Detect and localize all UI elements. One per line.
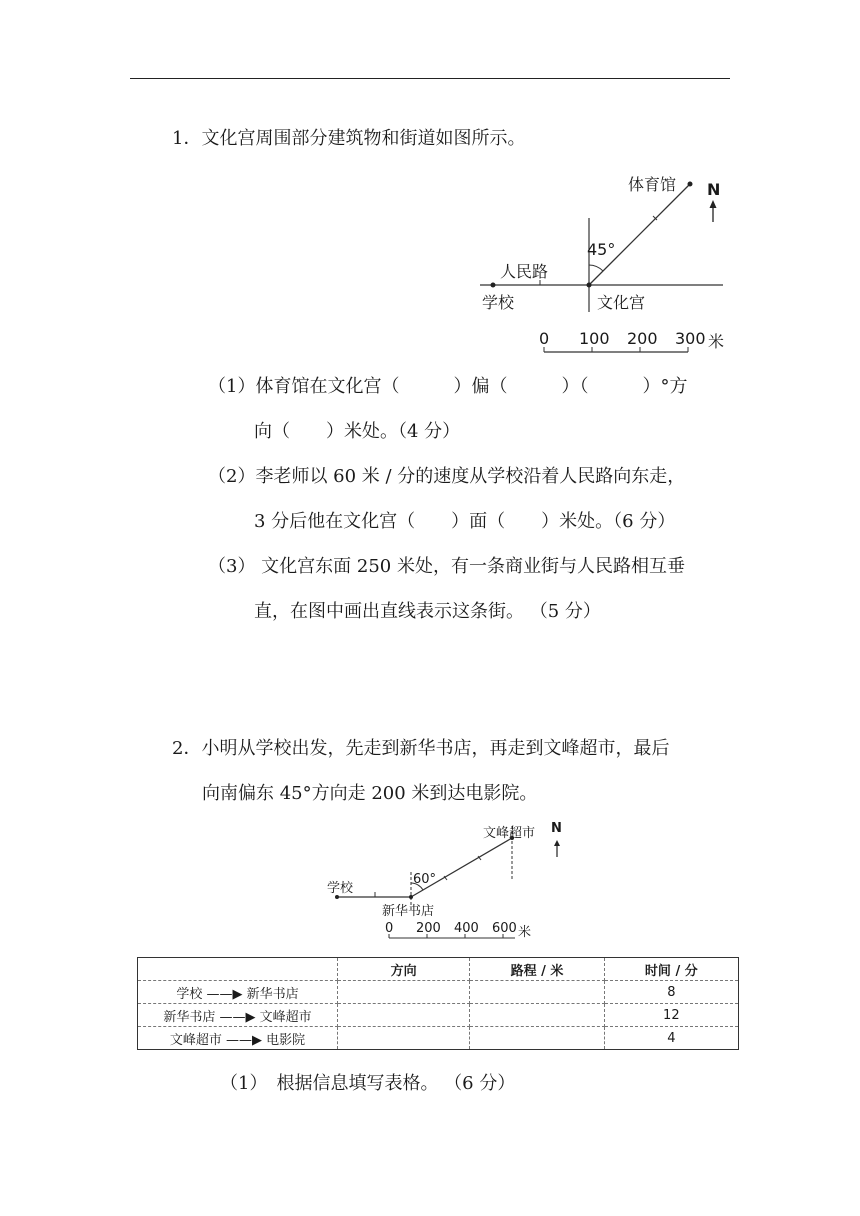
time-cell: 12	[604, 1004, 738, 1027]
distance-cell[interactable]	[470, 981, 604, 1004]
q1-part3-line1: （3） 文化宫东面 250 米处，有一条商业街与人民路相互垂	[208, 556, 685, 577]
table-header-direction: 方向	[338, 958, 470, 981]
angle-label: 45°	[587, 240, 616, 259]
scale-tick-300: 300	[675, 329, 706, 348]
q1-part3-line2: 直，在图中画出直线表示这条街。 （5 分）	[254, 601, 601, 622]
path-bookstore-market	[411, 838, 512, 897]
school-label: 学校	[482, 293, 515, 312]
direction-cell[interactable]	[338, 981, 470, 1004]
time-cell: 4	[604, 1027, 738, 1050]
direction-cell[interactable]	[338, 1027, 470, 1050]
route-cell: 文峰超市 ——▶ 电影院	[138, 1027, 338, 1050]
direction-cell[interactable]	[338, 1004, 470, 1027]
scale2-tick-200: 200	[416, 921, 441, 936]
q1-part2-line1: （2）李老师以 60 米 / 分的速度从学校沿着人民路向东走，	[208, 466, 686, 487]
scale-unit: 米	[708, 332, 725, 351]
bookstore-point	[409, 895, 413, 899]
q1-part1-line2: 向（ ）米处。（4 分）	[254, 421, 461, 442]
distance-cell[interactable]	[470, 1027, 604, 1050]
table-header-time: 时间 / 分	[604, 958, 738, 981]
route-cell: 新华书店 ——▶ 文峰超市	[138, 1004, 338, 1027]
market-label: 文峰超市	[483, 826, 536, 841]
table-header-cell	[138, 958, 338, 981]
q2-stem-line2: 向南偏东 45°方向走 200 米到达电影院。	[202, 783, 538, 804]
school-label-2: 学校	[327, 881, 354, 896]
time-cell: 8	[604, 981, 738, 1004]
info-table	[137, 957, 739, 1050]
table-row	[138, 981, 739, 1004]
table-header-distance: 路程 / 米	[470, 958, 604, 981]
north-label: N	[707, 180, 721, 199]
table-row	[138, 1027, 739, 1050]
scale-tick-0: 0	[539, 329, 550, 348]
q1-stem: 1．文化宫周围部分建筑物和街道如图所示。	[172, 128, 526, 149]
scale2-unit: 米	[518, 925, 532, 940]
distance-cell[interactable]	[470, 1004, 604, 1027]
scale-tick-200: 200	[627, 329, 658, 348]
scale-tick-100: 100	[579, 329, 610, 348]
angle-label-60: 60°	[413, 872, 437, 887]
q2-stem-line1: 2．小明从学校出发，先走到新华书店，再走到文峰超市，最后	[172, 738, 670, 759]
bookstore-label: 新华书店	[382, 904, 435, 919]
north-label-2: N	[551, 821, 562, 836]
q1-part2-line2: 3 分后他在文化宫（ ）面（ ）米处。（6 分）	[254, 511, 676, 532]
scale2-tick-600: 600	[492, 921, 517, 936]
scale2-tick-400: 400	[454, 921, 479, 936]
road-label: 人民路	[500, 262, 549, 281]
stadium-label: 体育馆	[628, 175, 677, 194]
table-header-row	[138, 958, 739, 981]
q2-part1: （1） 根据信息填写表格。 （6 分）	[220, 1073, 516, 1094]
palace-label: 文化宫	[597, 293, 646, 312]
table-row	[138, 1004, 739, 1027]
route-cell: 学校 ——▶ 新华书店	[138, 981, 338, 1004]
q1-part1-line1: （1）体育馆在文化宫（ ）偏（ ）（ ）°方	[208, 376, 688, 397]
scale2-tick-0: 0	[385, 921, 394, 936]
